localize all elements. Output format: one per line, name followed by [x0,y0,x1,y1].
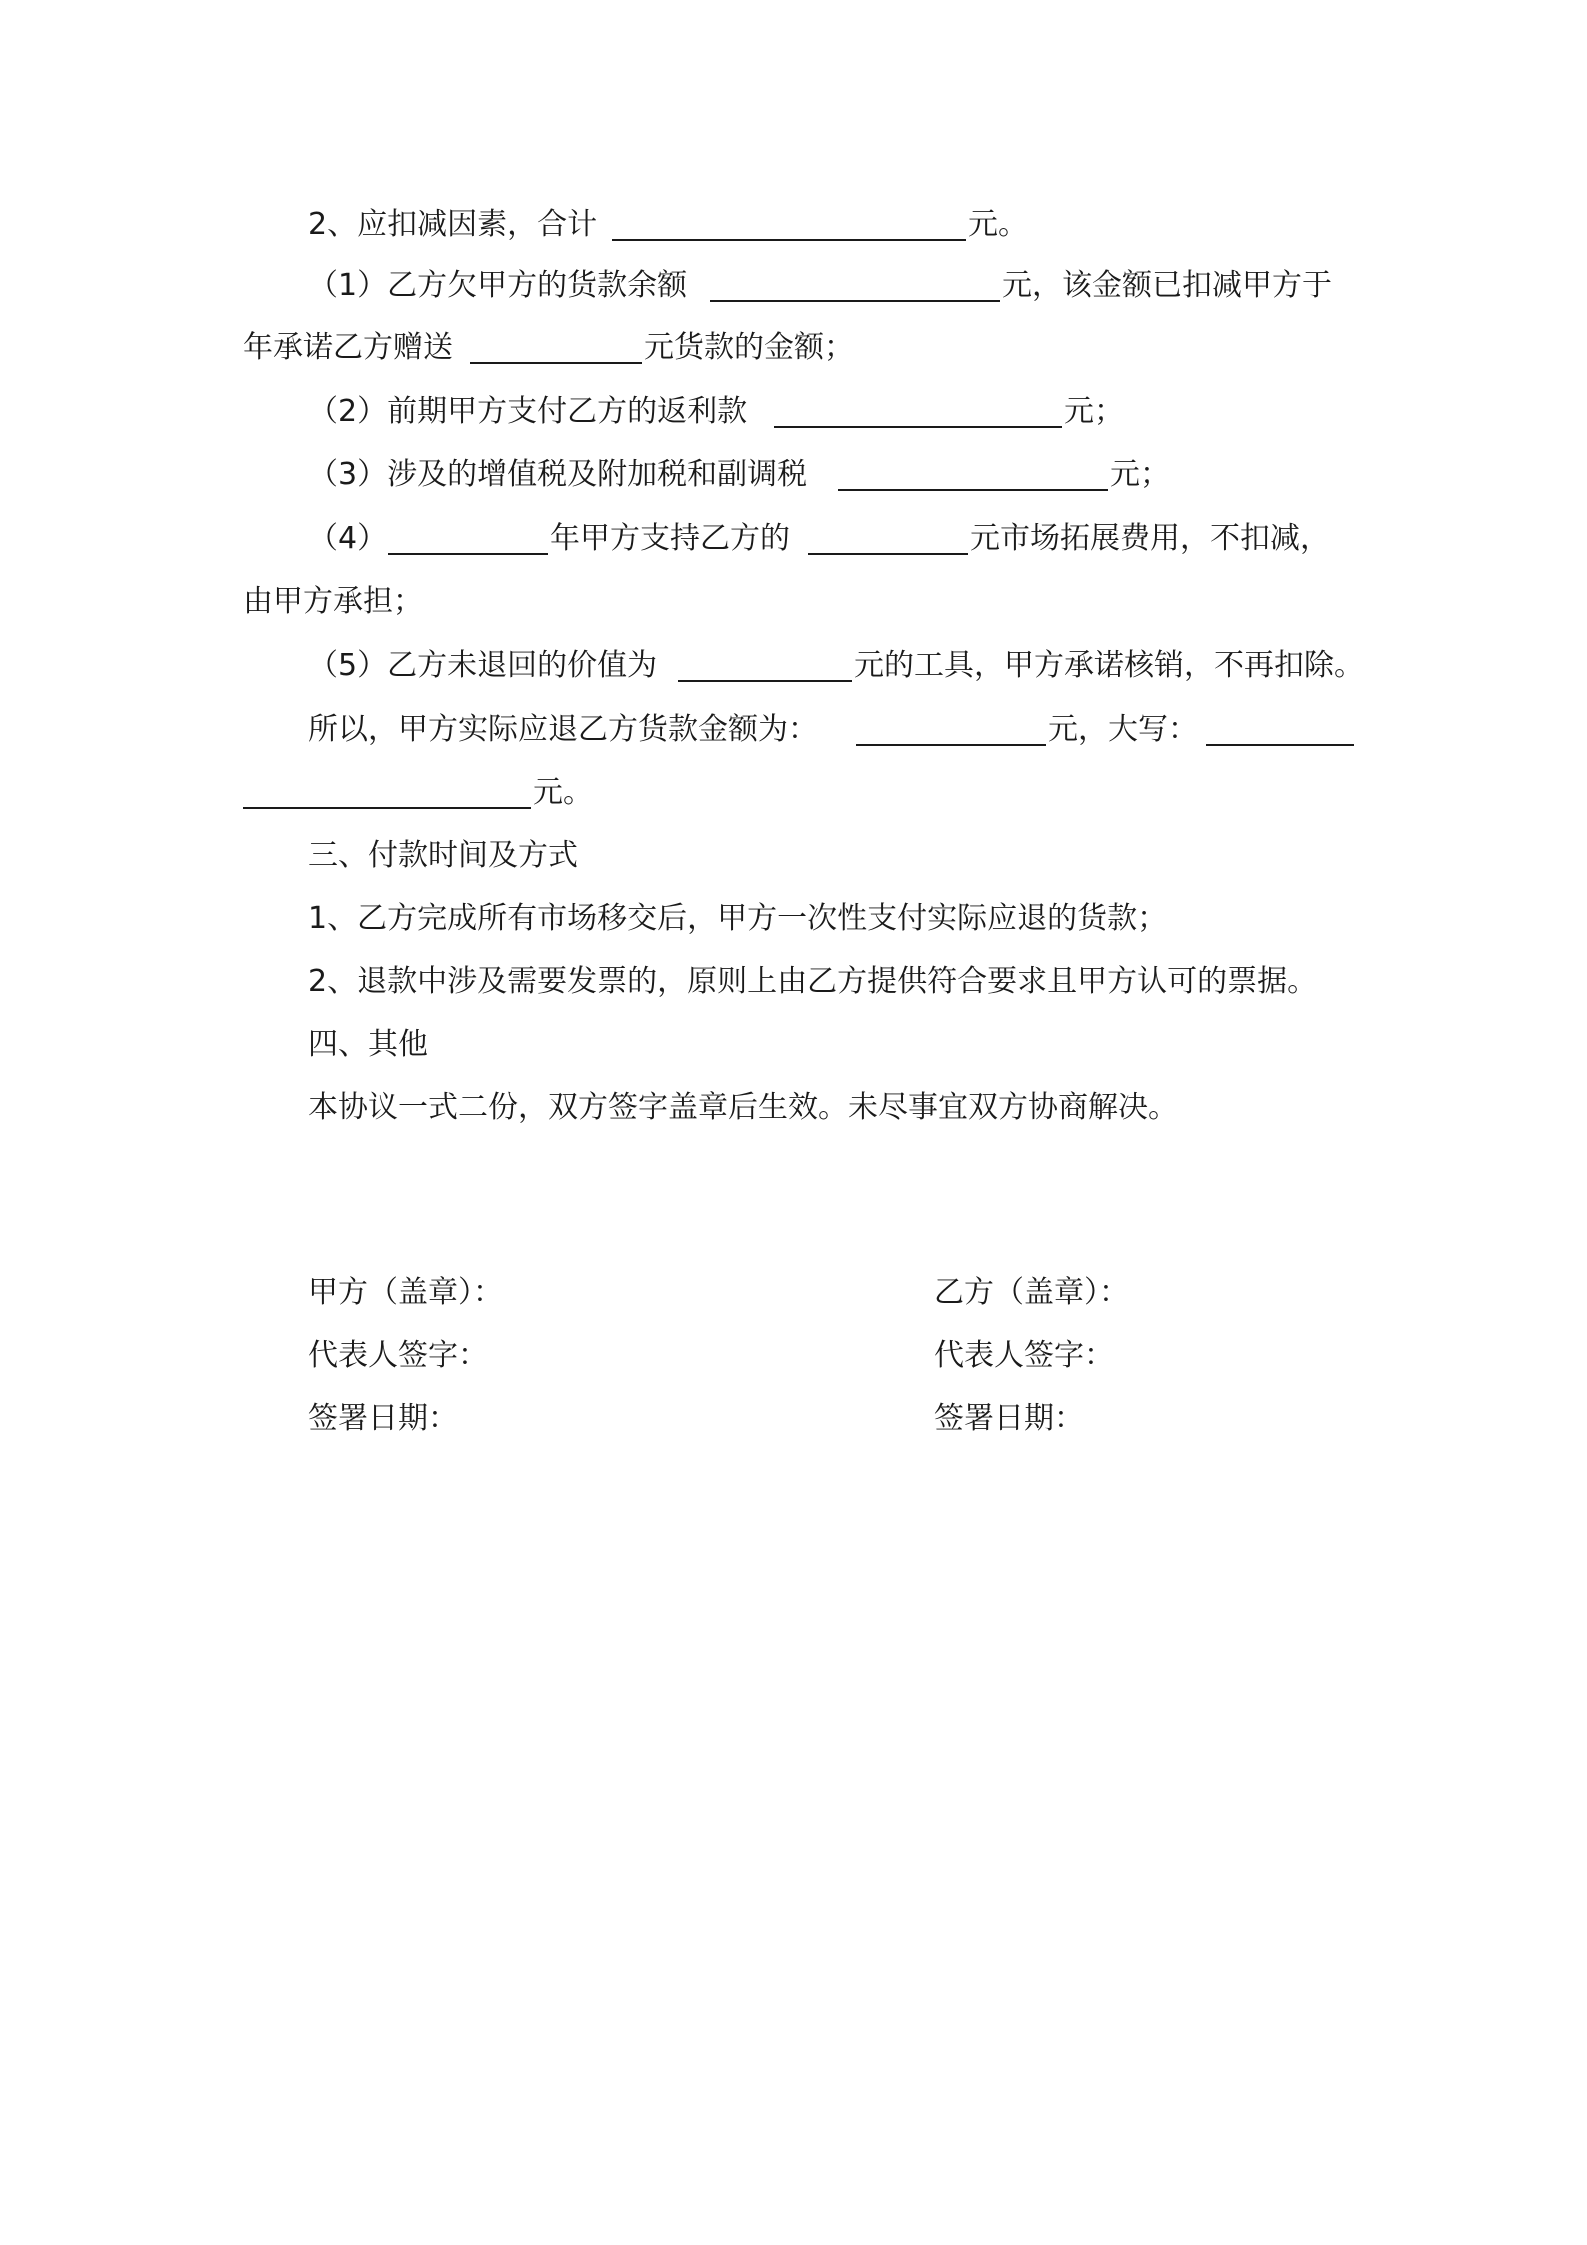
item-4-continuation-text: 由甲方承担； [243,584,423,619]
refund-amount-continuation-line [0,773,1587,813]
item-4-continuation-line [0,582,1587,622]
item-2-unit: 元； [1064,394,1124,429]
item-4-amount-blank [808,553,968,555]
party-b-representative-label: 代表人签字： [934,1338,1114,1373]
section-3-heading [0,836,1587,876]
refund-amount-words-blank [1206,744,1354,746]
item-1-blank [710,300,1000,302]
signature-date-line [0,1399,1587,1439]
payment-clause-1: 1、乙方完成所有市场移交后，甲方一次性支付实际应退的货款； [308,901,1168,936]
signature-representative-line [0,1336,1587,1376]
item-1-label: （1）乙方欠甲方的货款余额 [308,268,688,303]
refund-amount-blank [856,744,1046,746]
refund-amount-continuation-unit: 元。 [533,775,593,810]
deduction-total-blank [612,239,966,241]
item-4-tail: 元市场拓展费用，不扣减， [970,521,1330,556]
other-clause-line [0,1088,1587,1128]
signature-seal-line [0,1273,1587,1313]
item-1-continuation-line [0,328,1587,368]
deduction-total-line [0,205,1587,245]
section-4-heading [0,1025,1587,1065]
item-1-continuation-label: 年承诺乙方赠送 [243,330,453,365]
item-4-line [0,519,1587,559]
deduction-total-label: 2、应扣减因素，合计 [308,207,598,242]
item-1-line [0,266,1587,306]
item-1-continuation-tail: 元货款的金额； [644,330,854,365]
party-a-representative-label: 代表人签字： [308,1338,488,1373]
refund-amount-label: 所以，甲方实际应退乙方货款金额为： [308,712,818,747]
refund-amount-unit: 元，大写： [1048,712,1198,747]
item-2-blank [774,426,1062,428]
refund-amount-line [0,710,1587,750]
party-a-seal-label: 甲方（盖章）： [308,1275,503,1310]
item-3-label: （3）涉及的增值税及附加税和副调税 [308,457,808,492]
deduction-total-unit: 元。 [968,207,1028,242]
party-b-date-label: 签署日期： [934,1401,1084,1436]
item-5-line [0,646,1587,686]
item-5-label: （5）乙方未退回的价值为 [308,648,658,683]
refund-amount-words-blank-2 [243,807,531,809]
item-4-label: （4） [308,521,388,556]
item-4-mid: 年甲方支持乙方的 [550,521,790,556]
item-2-label: （2）前期甲方支付乙方的返利款 [308,394,748,429]
item-5-blank [678,680,852,682]
payment-clause-2: 2、退款中涉及需要发票的，原则上由乙方提供符合要求且甲方认可的票据。 [308,964,1318,999]
section-3-title: 三、付款时间及方式 [308,838,578,873]
item-3-blank [838,489,1108,491]
payment-clause-1-line [0,899,1587,939]
section-4-title: 四、其他 [308,1027,428,1062]
party-a-date-label: 签署日期： [308,1401,458,1436]
item-1-gift-blank [470,362,642,364]
item-1-tail: 元，该金额已扣减甲方于 [1002,268,1332,303]
item-5-tail: 元的工具，甲方承诺核销，不再扣除。 [854,648,1364,683]
item-2-line [0,392,1587,432]
party-b-seal-label: 乙方（盖章）： [934,1275,1129,1310]
item-3-unit: 元； [1110,457,1170,492]
item-3-line [0,455,1587,495]
item-4-year-blank [388,553,548,555]
payment-clause-2-line [0,962,1587,1002]
other-clause: 本协议一式二份，双方签字盖章后生效。未尽事宜双方协商解决。 [308,1090,1178,1125]
